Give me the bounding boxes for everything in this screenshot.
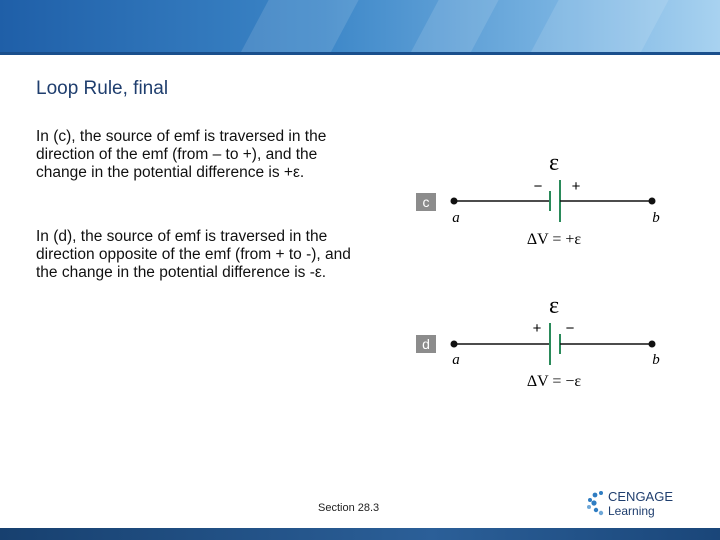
logo-bottom-text: Learning (608, 504, 655, 518)
diagram-d-equation: ΔV = −ε (526, 373, 582, 390)
diagram-c-point-b: b (652, 210, 660, 226)
diagram-c-point-a: a (452, 210, 460, 226)
diagram-d (416, 293, 660, 390)
diagram-c-tag-label: c (422, 194, 430, 210)
cengage-dots-icon (587, 491, 603, 515)
diagram-c-left-sign: − (533, 178, 543, 195)
diagram-c-emf: ε (548, 150, 560, 176)
circuit-diagrams (400, 140, 700, 400)
slide-title: Loop Rule, final (36, 78, 169, 99)
paragraph-c: In (c), the source of emf is traversed in the direction of the emf (from – to +), and the change in the potential difference is +ε. (36, 128, 327, 181)
diagram-d-point-a: a (452, 352, 460, 368)
paragraph-d: In (d), the source of emf is traversed in the direction opposite of the emf (from + to -), and the change in the potential difference is -ε. (36, 228, 351, 281)
diagram-d-left-sign: + (532, 320, 542, 337)
diagram-c (416, 150, 660, 248)
diagram-d-emf: ε (548, 293, 560, 319)
diagram-d-tag-label: d (422, 336, 430, 352)
diagram-d-node-b (649, 341, 656, 348)
diagram-c-node-b (649, 198, 656, 205)
cengage-logo (584, 487, 694, 521)
header-banner (0, 0, 720, 52)
footer-bar (0, 528, 720, 540)
diagram-c-right-sign: + (571, 178, 581, 195)
diagram-d-point-b: b (652, 352, 660, 368)
header-rule (0, 52, 720, 55)
diagram-c-equation: ΔV = +ε (526, 231, 582, 248)
footer-section-label: Section 28.3 (318, 502, 380, 514)
diagram-d-right-sign: − (565, 320, 575, 337)
logo-top-text: CENGAGE (608, 489, 674, 504)
